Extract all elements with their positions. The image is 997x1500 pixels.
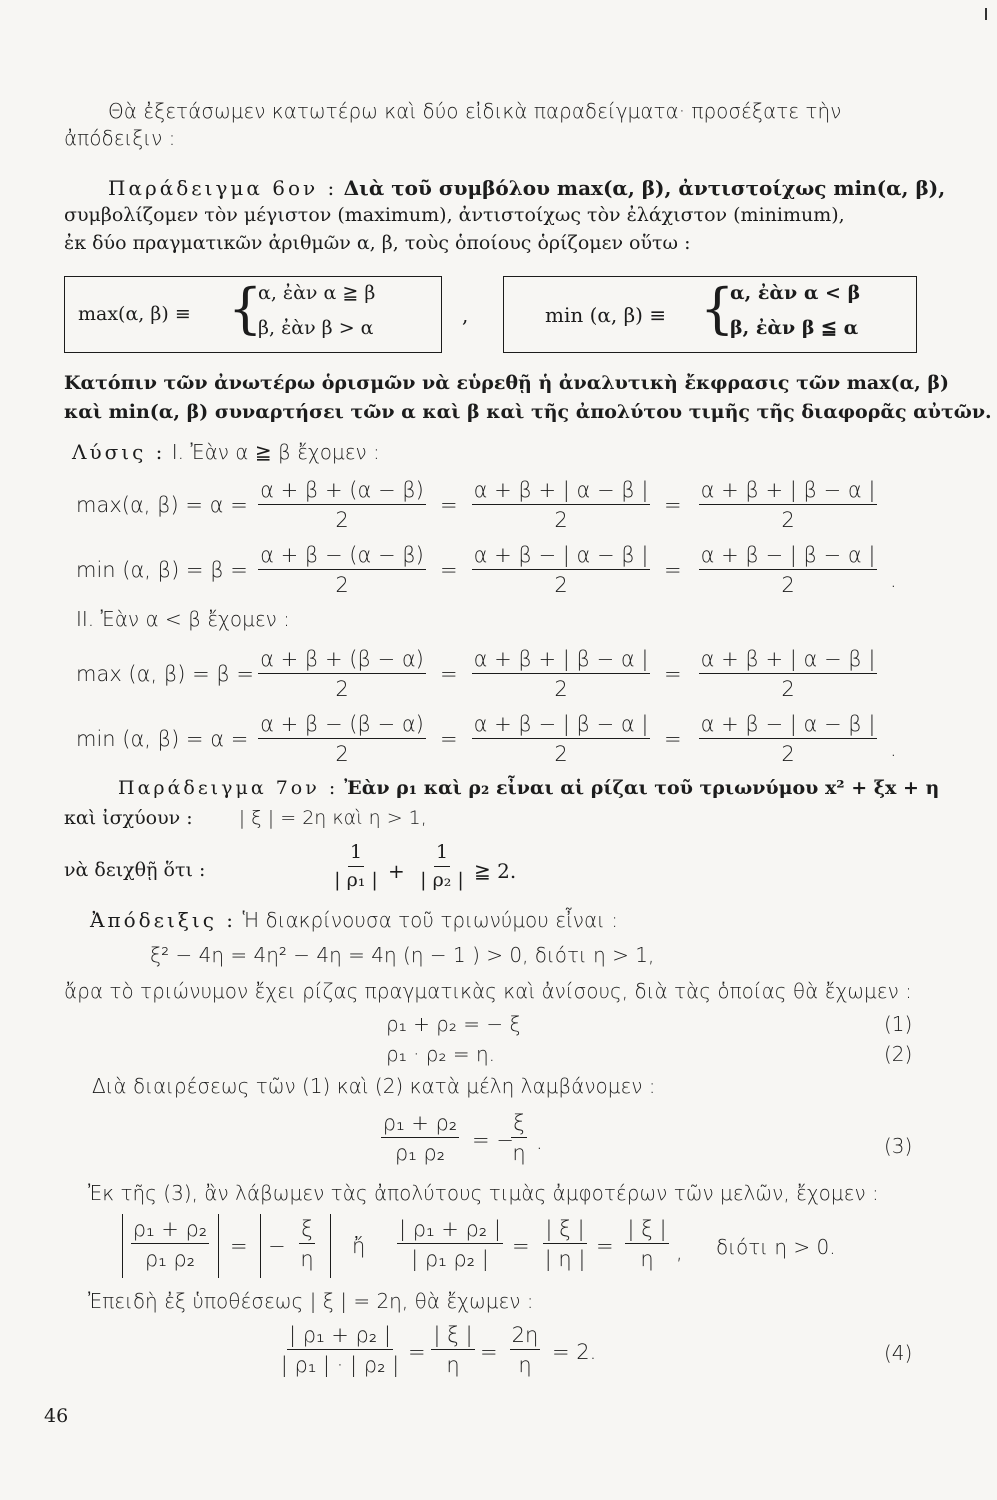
example6-paragraph	[108, 177, 945, 200]
proof-line-2: ἄρα τὸ τριώνυμον ἔχει ρίζας πραγματικὰς καὶ ἀνίσους, διὰ τὰς ὁποίας θὰ ἔχωμεν :	[64, 979, 912, 1003]
eq1-lhs: max(α, β) = α =	[76, 493, 248, 517]
eq3-equals-1: =	[440, 662, 458, 686]
ineq-rhs: ≧ 2.	[474, 859, 517, 883]
proof-eq4-fraction-3: $\frac{2\eta}{\eta}$	[511, 1323, 539, 1378]
proof-product: ρ₁ · ρ₂ = η.	[386, 1042, 496, 1066]
eq4-equals-2: =	[664, 727, 682, 751]
eq4-fraction-3: $\frac{\alpha + \beta - | \alpha - \beta |}{2}$	[700, 712, 876, 767]
proof-eq4-fraction-1: $\frac{\text{| ρ₁ + ρ₂ |}}{\text{| ρ₁ | · | ρ₂ |}}$	[280, 1323, 400, 1378]
proof-eq3-equals: = −	[472, 1128, 514, 1152]
proof-eq4-equals-1: =	[408, 1340, 426, 1364]
abs-fraction-4: $\frac{| \xi |}{| \eta |}$	[544, 1217, 586, 1272]
proof-eq3-period: .	[536, 1130, 543, 1154]
abs-fraction-2: $\frac{\xi}{\eta}$	[300, 1217, 314, 1272]
proof-product-tag: (2)	[884, 1042, 913, 1066]
abs-equals-2: =	[512, 1234, 530, 1258]
abs-comma: ,	[676, 1240, 683, 1264]
example7-line-2	[64, 808, 427, 830]
eq1-fraction-2: $\frac{\alpha + \beta + | \alpha - \beta |}{2}$	[473, 478, 649, 533]
eq3-lhs: max (α, β) = β =	[76, 662, 255, 686]
proof-eq3-fraction-right: $\frac{\xi}{\eta}$	[512, 1111, 526, 1166]
intro-line-2: ἀπόδειξιν :	[64, 126, 176, 150]
example7-condition-label: καὶ ἰσχύουν :	[64, 807, 193, 829]
min-definition-brace: {	[700, 277, 735, 340]
proof-line-1: Ἡ διακρίνουσα τοῦ τριωνύμου εἶναι :	[242, 908, 618, 932]
example6-line-2: συμβολίζομεν τὸν μέγιστον (maximum), ἀντιστοίχως τὸν ἐλάχιστον (minimum),	[64, 204, 845, 226]
definitions-separator: ,	[462, 303, 469, 327]
eq1-equals-1: =	[440, 493, 458, 517]
abs-equals-1: =	[230, 1234, 248, 1258]
example7-show-label: νὰ δειχθῇ ὅτι :	[64, 859, 206, 881]
example6-heading: Παράδειγμα 6ον :	[108, 176, 338, 200]
eq3-equals-2: =	[664, 662, 682, 686]
proof-heading: Ἀπόδειξις :	[90, 908, 237, 932]
max-definition-lhs: max(α, β) ≡	[78, 303, 191, 325]
proof-line-3: Διὰ διαιρέσεως τῶν (1) καὶ (2) κατὰ μέλη λαμβάνομεν :	[92, 1074, 656, 1098]
solution-case-1-line	[72, 441, 380, 464]
max-definition-brace: {	[228, 277, 263, 340]
example7-condition: | ξ | = 2η καὶ η > 1,	[238, 807, 427, 829]
eq4-fraction-2: $\frac{\alpha + \beta - | \beta - \alpha |}{2}$	[473, 712, 649, 767]
page-number: 46	[44, 1405, 69, 1427]
proof-eq4-fraction-2: $\frac{| \xi |}{\eta}$	[433, 1323, 473, 1378]
abs-bar-3	[260, 1214, 261, 1278]
abs-fraction-5: $\frac{| \xi |}{\eta}$	[627, 1217, 667, 1272]
abs-or: ἤ	[352, 1234, 366, 1258]
proof-line-5: Ἐπειδὴ ἐξ ὑποθέσεως | ξ | = 2η, θὰ ἔχωμεν :	[88, 1289, 534, 1313]
abs-bar-2	[218, 1214, 219, 1278]
eq4-lhs: min (α, β) = α =	[76, 727, 249, 751]
example6-line-1: Διὰ τοῦ συμβόλου max(α, β), ἀντιστοίχως min(α, β),	[343, 176, 946, 200]
eq2-equals-1: =	[440, 558, 458, 582]
abs-minus: −	[268, 1234, 286, 1258]
eq3-fraction-1: $\frac{\alpha + \beta + (\beta - \alpha)}{2}$	[260, 647, 424, 702]
eq3-fraction-3: $\frac{\alpha + \beta + | \alpha - \beta |}{2}$	[700, 647, 876, 702]
example7-line-1: Ἐὰν ρ₁ καὶ ρ₂ εἶναι αἱ ρίζαι τοῦ τριωνύμου x² + ξx + η	[344, 777, 940, 799]
eq1-equals-2: =	[664, 493, 682, 517]
proof-eq3-tag: (3)	[884, 1134, 913, 1158]
min-definition-lhs: min (α, β) ≡	[545, 303, 667, 327]
eq3-fraction-2: $\frac{\alpha + \beta + | \beta - \alpha |}{2}$	[473, 647, 649, 702]
proof-intro-line	[90, 909, 618, 932]
eq2-fraction-2: $\frac{\alpha + \beta - | \alpha - \beta |}{2}$	[473, 543, 649, 598]
proof-sum-tag: (1)	[884, 1012, 913, 1036]
scan-mark	[985, 8, 987, 20]
proof-eq4-result: = 2.	[552, 1340, 597, 1364]
proof-eq4-equals-2: =	[480, 1340, 498, 1364]
ineq-fraction-2: $\frac{1}{\text{| ρ₂ |}}$	[420, 841, 464, 891]
max-definition-case-2: β, ἐὰν β > α	[258, 317, 374, 339]
example7-heading: Παράδειγμα 7ον :	[118, 777, 339, 799]
min-definition-case-1: α, ἐὰν α < β	[730, 282, 861, 304]
solution-heading: Λύσις :	[72, 440, 166, 464]
abs-bar-4	[330, 1214, 331, 1278]
proof-line-4: Ἐκ τῆς (3), ἂν λάβωμεν τὰς ἀπολύτους τιμὰς ἀμφοτέρων τῶν μελῶν, ἔχομεν :	[88, 1181, 879, 1205]
ineq-plus: +	[388, 859, 405, 883]
eq2-lhs: min (α, β) = β =	[76, 558, 248, 582]
proof-sum: ρ₁ + ρ₂ = − ξ	[386, 1012, 521, 1036]
abs-because: διότι η > 0.	[716, 1235, 836, 1259]
eq4-equals-1: =	[440, 727, 458, 751]
eq2-equals-2: =	[664, 558, 682, 582]
solution-case-2: ΙΙ. Ἐὰν α < β ἔχομεν :	[76, 607, 290, 631]
max-definition-case-1: α, ἐὰν α ≧ β	[258, 282, 376, 304]
eq4-fraction-1: $\frac{\alpha + \beta - (\beta - \alpha)}{2}$	[260, 712, 424, 767]
solution-case-1: Ι. Ἐὰν α ≧ β ἔχομεν :	[171, 440, 380, 464]
eq2-fraction-1: $\frac{\alpha + \beta - (\alpha - \beta)}{2}$	[260, 543, 424, 598]
example6-task-line-1: Κατόπιν τῶν ἀνωτέρω ὁρισμῶν νὰ εὑρεθῇ ἡ ἀναλυτικὴ ἔκφρασις τῶν max(α, β)	[64, 372, 949, 394]
eq1-fraction-3: $\frac{\alpha + \beta + | \beta - \alpha |}{2}$	[700, 478, 876, 533]
proof-eq3-fraction-left: $\frac{\text{ρ₁ + ρ₂}}{\text{ρ₁ ρ₂}}$	[382, 1111, 458, 1166]
ineq-fraction-1: $\frac{1}{\text{| ρ₁ |}}$	[334, 841, 378, 891]
example6-line-3: ἐκ δύο πραγματικῶν ἀριθμῶν α, β, τοὺς ὁποίους ὁρίζομεν οὕτω :	[64, 232, 691, 254]
example7-paragraph	[118, 778, 939, 800]
eq2-fraction-3: $\frac{\alpha + \beta - | \beta - \alpha |}{2}$	[700, 543, 876, 598]
example6-task-line-2: καὶ min(α, β) συναρτήσει τῶν α καὶ β καὶ τῆς ἀπολύτου τιμῆς τῆς διαφορᾶς αὐτῶν.	[64, 401, 992, 423]
abs-fraction-1: $\frac{\text{ρ₁ + ρ₂}}{\text{ρ₁ ρ₂}}$	[132, 1217, 208, 1272]
min-definition-case-2: β, ἐὰν β ≦ α	[730, 317, 859, 339]
eq4-period: .	[890, 737, 897, 761]
eq1-fraction-1: $\frac{\alpha + \beta + (\alpha - \beta)}{2}$	[260, 478, 424, 533]
abs-fraction-3: $\frac{\text{| ρ₁ + ρ₂ |}}{\text{| ρ₁ ρ₂ |}}$	[399, 1217, 501, 1272]
abs-bar-1	[122, 1214, 123, 1278]
eq2-period: .	[890, 568, 897, 592]
intro-line-1: Θὰ ἐξετάσωμεν κατωτέρω καὶ δύο εἰδικὰ παραδείγματα· προσέξατε τὴν	[108, 99, 842, 123]
abs-equals-3: =	[596, 1234, 614, 1258]
proof-discriminant: ξ² − 4η = 4η² − 4η = 4η (η − 1 ) > 0, διότι η > 1,	[150, 943, 655, 967]
proof-eq4-tag: (4)	[884, 1341, 913, 1365]
